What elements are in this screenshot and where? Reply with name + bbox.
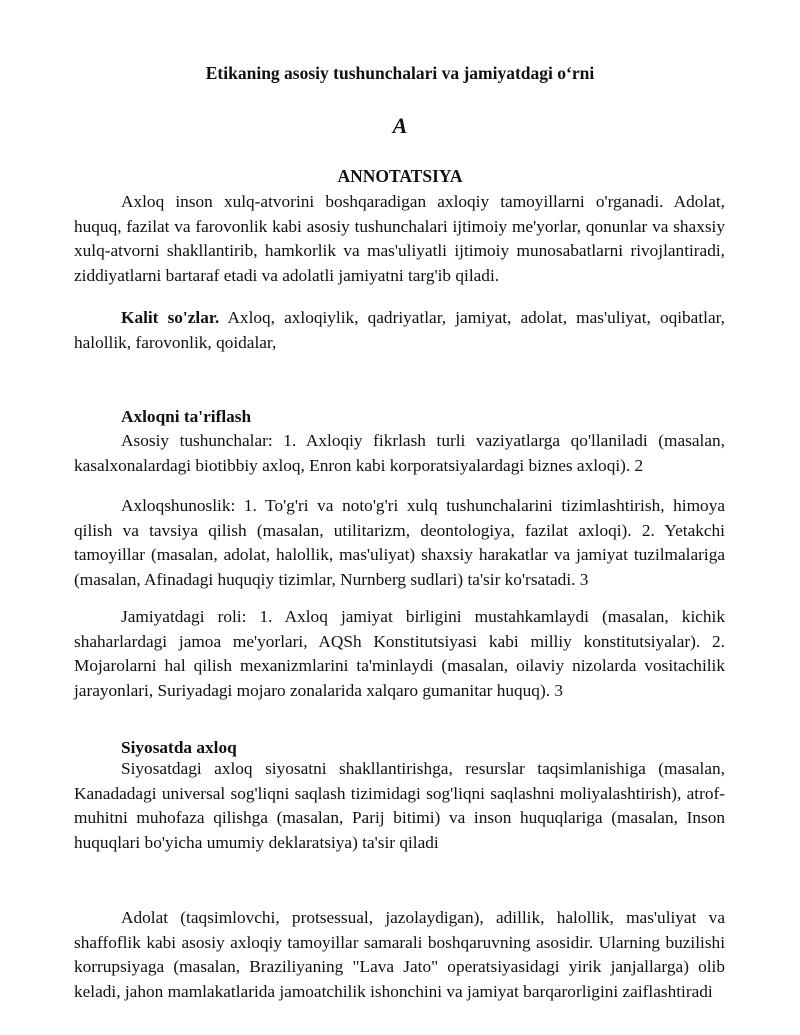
keywords-paragraph bbox=[74, 306, 725, 355]
document-title: Etikaning asosiy tushunchalari va jamiyatdagi o‘rni bbox=[205, 63, 595, 83]
section-heading-politics: Siyosatda axloq bbox=[121, 738, 237, 757]
section1-paragraph-2: Axloqshunoslik: 1. To'g'ri va noto'g'ri xulq tushunchalarini tizimlashtirish, himoya qilish va tavsiya qilish (masalan, utilitarizm, deontologiya, fazilat axloqi). 2. Yetakchi tamoyillar (masalan, adolat, halollik, mas'uliyat) shaxsiy harakatlar va jamiyat tuzilmalariga (masalan, Afinadagi huquqiy tizimlar, Nurnberg sudlari) ta'sir ko'rsatadi. 3 bbox=[74, 496, 725, 589]
keywords-label: Kalit so'zlar. bbox=[121, 308, 220, 327]
section2-paragraph-1: Siyosatdagi axloq siyosatni shakllantirishga, resurslar taqsimlanishiga (masalan, Kanadadagi universal sog'liqni saqlash tizimidagi sog'liqni saqlashni moliyalashtirish), atrof-muhitni muhofaza qilishga (masalan, Parij bitimi) va inson huquqlariga (masalan, Inson huquqlari bo'yicha umumiy deklaratsiya) ta'sir qiladi bbox=[74, 759, 725, 852]
keywords-text: Axloq, axloqiylik, qadriyatlar, jamiyat, adolat, mas'uliyat, oqibatlar, halollik, farovonlik, qoidalar, bbox=[74, 308, 725, 352]
annotation-paragraph: Axloq inson xulq-atvorini boshqaradigan axloqiy tamoyillarni o'rganadi. Adolat, huquq, fazilat va farovonlik kabi asosiy tushunchalari ijtimoiy me'yorlar, qonunlar va shaxsiy xulq-atvorni shakllantirib, hamkorlik va mas'uliyatli ijtimoiy munosabatlarni rivojlantiradi, ziddiyatlarni bartaraf etadi va adolatli jamiyatni targ'ib qiladi. bbox=[74, 192, 725, 285]
logo-letter: A bbox=[392, 113, 408, 138]
section1-paragraph-3: Jamiyatdagi roli: 1. Axloq jamiyat birligini mustahkamlaydi (masalan, kichik shaharlardagi jamoa me'yorlari, AQSh Konstitutsiyasi kabi milliy konstitutsiyalar). 2. Mojarolarni hal qilish mexanizmlarini ta'minlaydi (masalan, oilaviy nizolarda vositachilik jarayonlari, Suriyadagi mojaro zonalarida xalqaro gumanitar huquq). 3 bbox=[74, 607, 725, 700]
annotation-heading: ANNOTATSIYA bbox=[337, 166, 463, 186]
section-heading-definition: Axloqni ta'riflash bbox=[121, 407, 252, 426]
section1-paragraph-1: Asosiy tushunchalar: 1. Axloqiy fikrlash turli vaziyatlarga qo'llaniladi (masalan, kasalxonalardagi biotibbiy axloq, Enron kabi korporatsiyalardagi biznes axloqi). 2 bbox=[74, 431, 725, 475]
section2-paragraph-2: Adolat (taqsimlovchi, protsessual, jazolaydigan), adillik, halollik, mas'uliyat va shaffoflik kabi asosiy axloqiy tamoyillar samarali boshqaruvning asosidir. Ularning buzilishi korrupsiyaga (masalan, Braziliyaning "Lava Jato" operatsiyasidagi yirik janjallarga) olib keladi, jahon mamlakatlarida jamoatchilik ishonchini va jamiyat barqarorligini zaiflashtiradi bbox=[74, 908, 725, 1001]
